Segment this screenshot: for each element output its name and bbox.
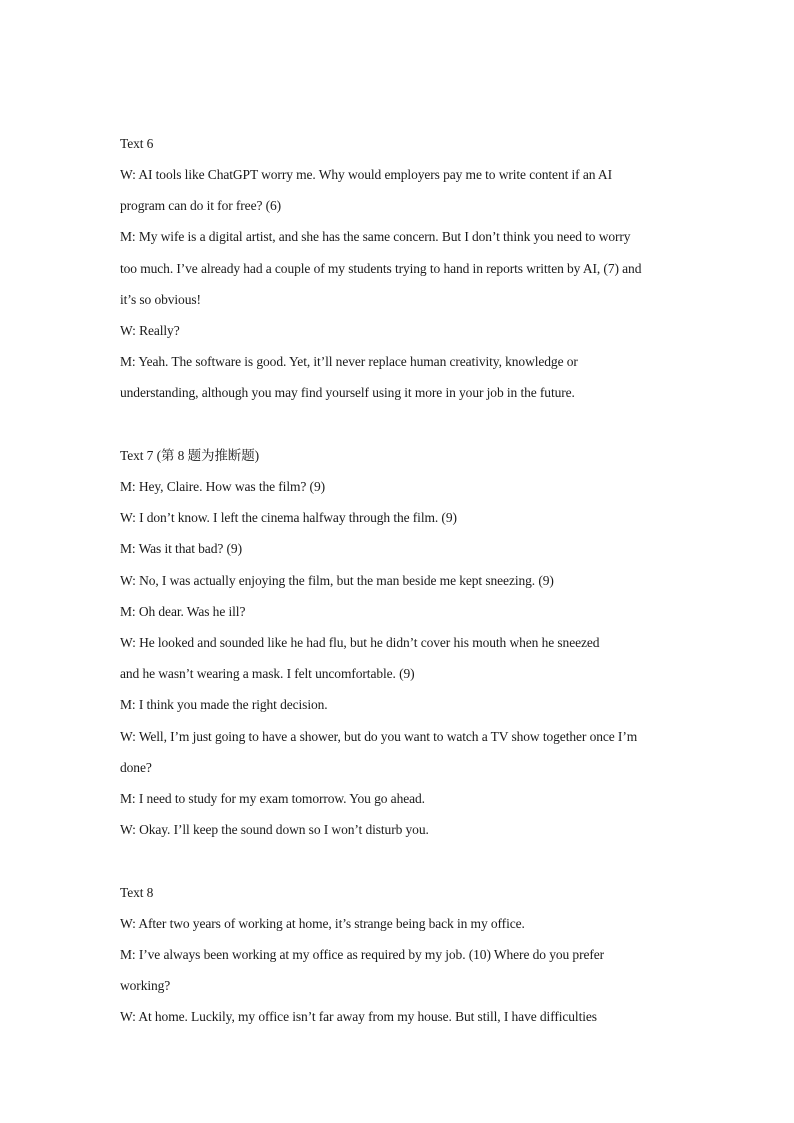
dialogue-line: M: Yeah. The software is good. Yet, it’ll never replace human creativity, knowledge or [120,354,578,369]
dialogue-line: understanding, although you may find yourself using it more in your job in the future. [120,385,575,400]
dialogue-line: M: Hey, Claire. How was the film? (9) [120,479,325,494]
dialogue-line: W: After two years of working at home, it’s strange being back in my office. [120,916,525,931]
dialogue-line: M: I need to study for my exam tomorrow. You go ahead. [120,791,425,806]
section-heading-text-8: Text 8 [120,885,154,900]
section-heading-text-7: Text 7 (第 8 题为推断题) [120,448,259,463]
dialogue-line: W: At home. Luckily, my office isn’t far away from my house. But still, I have difficulties [120,1009,597,1024]
dialogue-line: W: Okay. I’ll keep the sound down so I won’t disturb you. [120,822,429,837]
dialogue-line: W: I don’t know. I left the cinema halfway through the film. (9) [120,510,457,525]
dialogue-line: it’s so obvious! [120,292,201,307]
dialogue-line: W: Really? [120,323,180,338]
dialogue-line: done? [120,760,152,775]
dialogue-line: and he wasn’t wearing a mask. I felt uncomfortable. (9) [120,666,415,681]
dialogue-line: M: My wife is a digital artist, and she has the same concern. But I don’t think you need to worry [120,229,631,244]
dialogue-line: program can do it for free? (6) [120,198,282,213]
dialogue-line: M: I think you made the right decision. [120,697,328,712]
dialogue-line: M: Oh dear. Was he ill? [120,604,246,619]
dialogue-line: W: He looked and sounded like he had flu, but he didn’t cover his mouth when he sneezed [120,635,600,650]
dialogue-line: W: AI tools like ChatGPT worry me. Why would employers pay me to write content if an AI [120,167,612,182]
dialogue-line: too much. I’ve already had a couple of my students trying to hand in reports written by AI, (7) and [120,261,642,276]
dialogue-line: M: I’ve always been working at my office as required by my job. (10) Where do you prefer [120,947,605,962]
dialogue-line: W: Well, I’m just going to have a shower, but do you want to watch a TV show together once I’m [120,729,638,744]
dialogue-line: working? [120,978,171,993]
dialogue-line: M: Was it that bad? (9) [120,541,242,556]
section-heading-text-6: Text 6 [120,136,154,151]
dialogue-line: W: No, I was actually enjoying the film, but the man beside me kept sneezing. (9) [120,573,554,588]
